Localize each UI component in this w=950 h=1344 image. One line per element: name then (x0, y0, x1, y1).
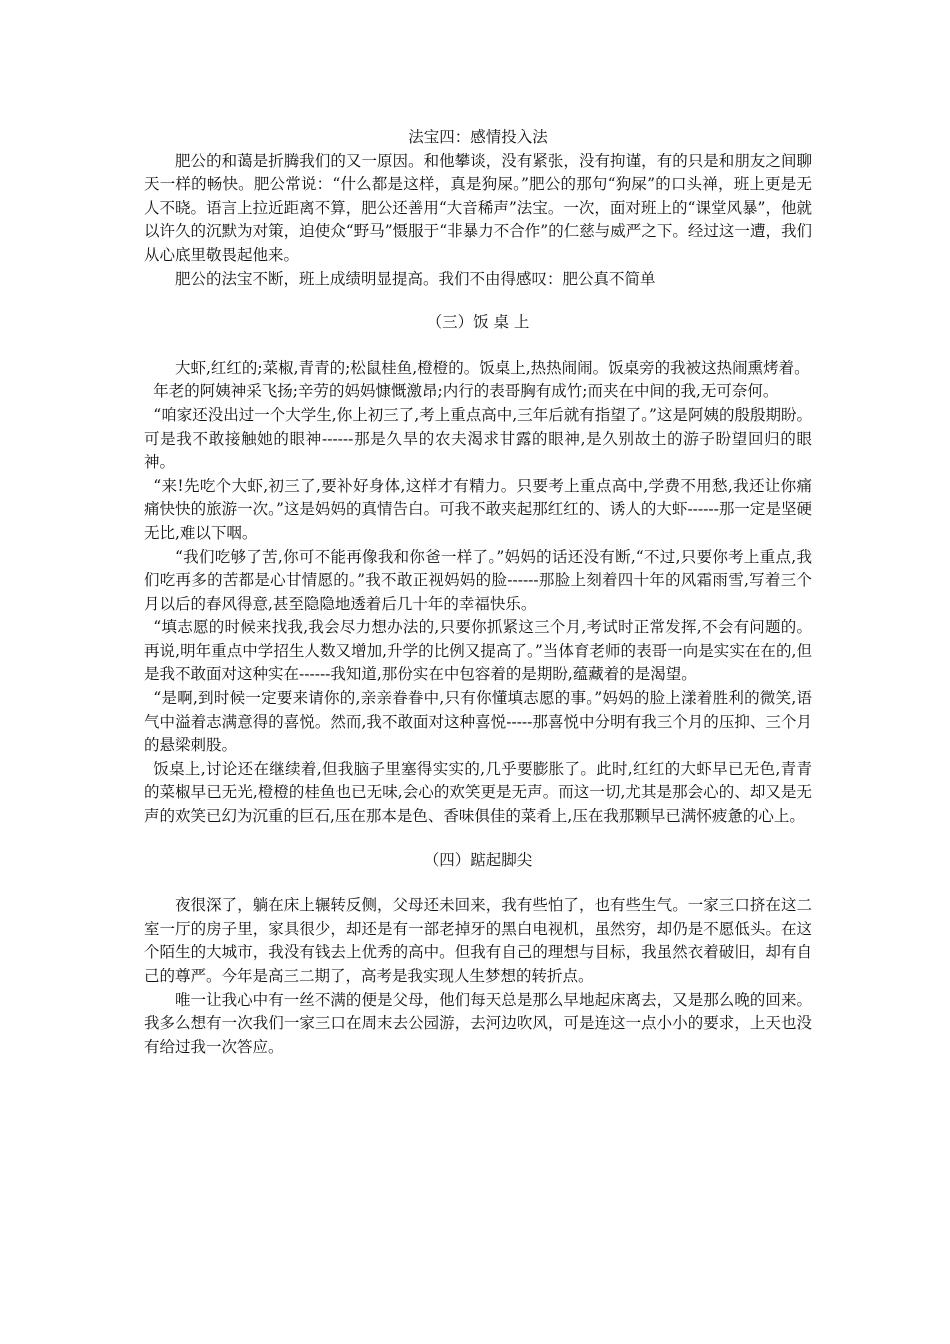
document-page (144, 126, 812, 1059)
paragraph: 年老的阿姨神采飞扬;辛劳的妈妈慷慨激昂;内行的表哥胸有成竹;而夹在中间的我,无可奈何。 (153, 382, 779, 401)
paragraph: “咱家还没出过一个大学生,你上初三了,考上重点高中,三年后就有指望了。”这是阿姨的殷殷期盼。可是我不敢接触她的眼神------那是久旱的农夫渴求甘露的眼神,是久别故土的游子盼望回归的眼神。 (144, 405, 812, 472)
paragraph: 肥公的法宝不断，班上成绩明显提高。我们不由得感叹：肥公真不简单 (175, 269, 656, 288)
paragraph: 唯一让我心中有一丝不满的便是父母，他们每天总是那么早地起床离去，又是那么晚的回来。我多么想有一次我们一家三口在周末去公园游，去河边吹风，可是连这一点小小的要求，上天也没有给过我一次答应。 (144, 990, 812, 1056)
paragraph: “是啊,到时候一定要来请你的,亲亲眷眷中,只有你懂填志愿的事。”妈妈的脸上漾着胜利的微笑,语气中溢着志满意得的喜悦。然而,我不敢面对这种喜悦-----那喜悦中分明有我三个月的压抑、三个月的悬梁刺股。 (144, 689, 812, 755)
paragraph: 夜很深了，躺在床上辗转反侧，父母还未回来，我有些怕了，也有些生气。一家三口挤在这二室一厅的房子里，家具很少，却还是有一部老掉牙的黑白电视机，虽然穷，却仍是不愿低头。在这个陌生的大城市，我没有钱去上优秀的高中。但我有自己的理想与目标，我虽然衣着破旧，却有自己的尊严。今年是高三二期了，高考是我实现人生梦想的转折点。 (144, 896, 812, 985)
paragraph: 肥公的和蔼是折腾我们的又一原因。和他攀谈，没有紧张，没有拘谨，有的只是和朋友之间聊天一样的畅快。肥公常说：“什么都是这样，真是狗屎。”肥公的那句“狗屎”的口头禅，班上更是无人不晓。语言上拉近距离不算，肥公还善用“大音稀声”法宝。一次，面对班上的“课堂风暴”，他就以许久的沉默为对策，迫使众“野马”慑服于“非暴力不合作”的仁慈与威严之下。经过这一遭，我们从心底里敬畏起他来。 (144, 151, 812, 264)
paragraph: “填志愿的时候来找我,我会尽力想办法的,只要你抓紧这三个月,考试时正常发挥,不会有问题的。再说,明年重点中学招生人数又增加,升学的比例又提高了。”当体育老师的表哥一向是实实在在的,但是我不敢面对这种实在------我知道,那份实在中包容着的是期盼,蕴藏着的是渴望。 (144, 618, 812, 684)
paragraph: “来!先吃个大虾,初三了,要补好身体,这样才有精力。只要考上重点高中,学费不用愁,我还让你痛痛快快的旅游一次。”这是妈妈的真情告白。可我不敢夹起那红红的、诱人的大虾------那一定是坚硬无比,难以下咽。 (144, 476, 812, 542)
paragraph: 饭桌上,讨论还在继续着,但我脑子里塞得实实的,几乎要膨胀了。此时,红红的大虾早已无色,青青的菜椒早已无光,橙橙的桂鱼也已无味,会心的欢笑更是无声。而这一切,尤其是那会心的、却又是无声的欢笑已幻为沉重的巨石,压在那本是色、香味俱佳的菜肴上,压在我那颗早已满怀疲惫的心上。 (144, 759, 812, 826)
section-heading-fanzhuo: （三）饭 桌 上 (426, 313, 530, 332)
section-heading-dianqi: （四）踮起脚尖 (423, 850, 533, 869)
paragraph: 大虾,红红的;菜椒,青青的;松鼠桂鱼,橙橙的。饭桌上,热热闹闹。饭桌旁的我被这热闹熏烤着。 (175, 358, 810, 377)
section-heading-fabao: 法宝四：感情投入法 (408, 128, 548, 146)
paragraph: “我们吃够了苦,你可不能再像我和你爸一样了。”妈妈的话还没有断,“不过,只要你考上重点,我们吃再多的苦都是心甘情愿的。”我不敢正视妈妈的脸------那脸上刻着四十年的风霜雨雪,写着三个月以后的春风得意,甚至隐隐地透着后几十年的幸福快乐。 (144, 547, 812, 613)
